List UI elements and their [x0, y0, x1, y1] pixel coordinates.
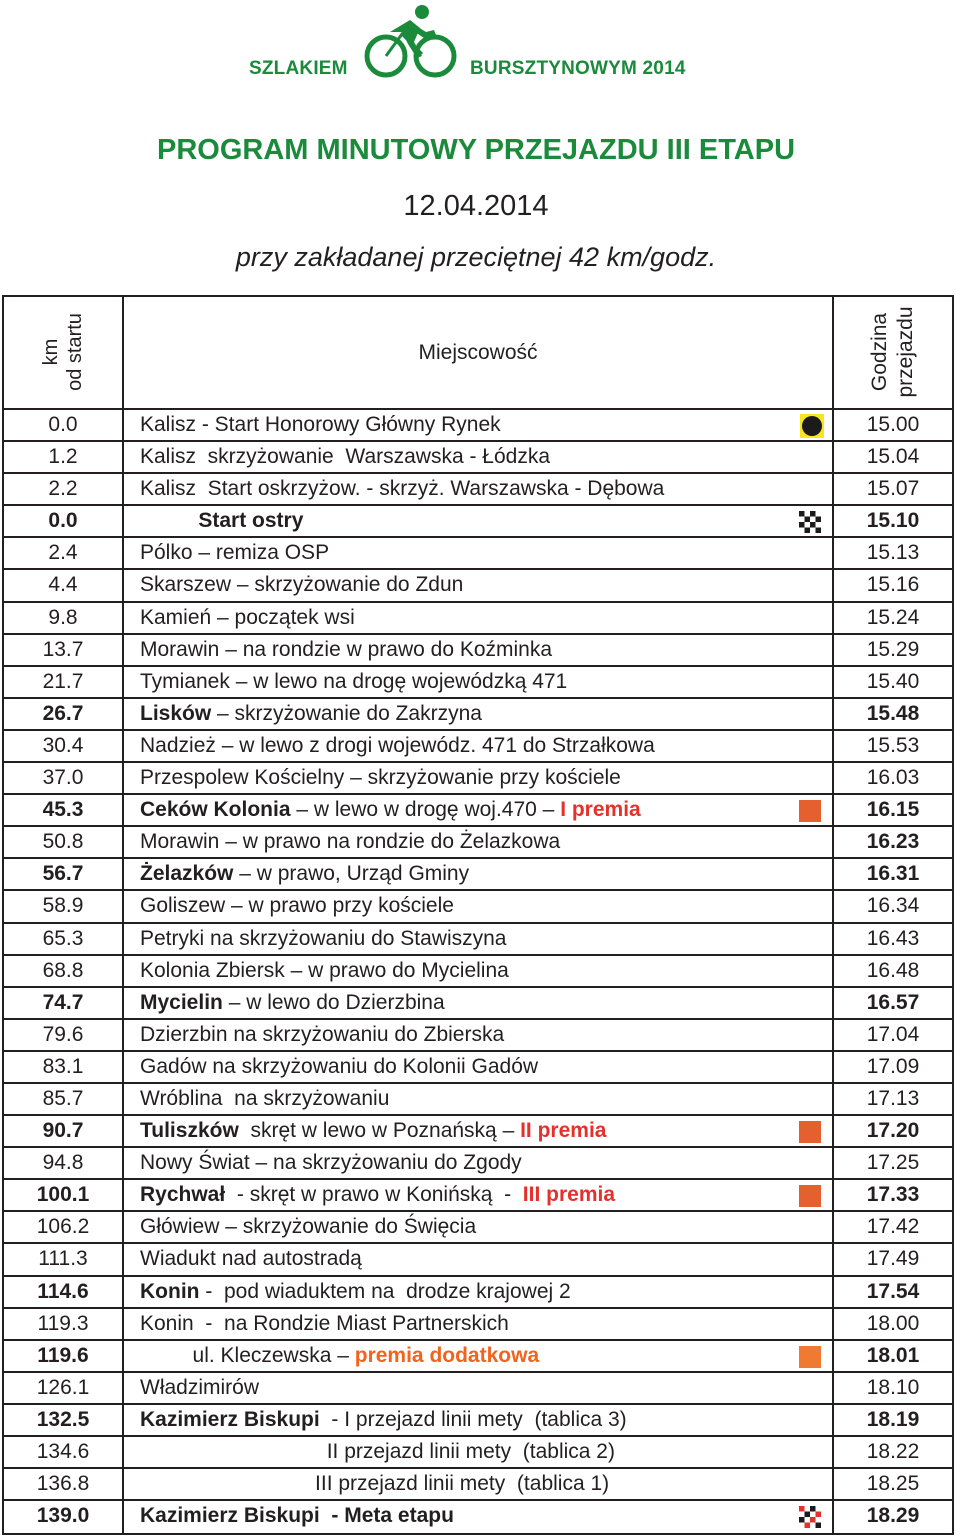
place-cell — [140, 1373, 259, 1403]
km-cell: 9.8 — [48, 605, 78, 629]
table-row — [4, 1373, 952, 1405]
place-text: Tuliszków — [140, 1119, 239, 1143]
time-cell: 15.40 — [866, 669, 920, 693]
place-text: Konin - na Rondzie Miast Partnerskich — [140, 1311, 509, 1335]
time-cell: 17.54 — [866, 1279, 920, 1303]
place-cell — [140, 1116, 606, 1146]
place-cell — [140, 1148, 522, 1178]
time-cell: 17.33 — [866, 1183, 920, 1207]
place-text: Pólko – remiza OSP — [140, 541, 330, 565]
place-cell — [140, 859, 469, 889]
time-cell: 18.25 — [866, 1472, 920, 1496]
time-cell: 15.48 — [866, 701, 920, 725]
time-cell: 15.00 — [866, 413, 920, 436]
place-text: Dzierzbin na skrzyżowaniu do Zbierska — [140, 1022, 505, 1046]
table-row — [4, 956, 952, 988]
table-row — [4, 506, 952, 538]
place-cell — [140, 827, 560, 857]
header-time — [834, 297, 952, 408]
km-cell: 136.8 — [36, 1472, 90, 1496]
time-cell: 15.24 — [866, 605, 920, 629]
premium-orange-icon — [799, 1346, 821, 1368]
place-cell — [140, 635, 552, 665]
place-cell — [140, 1405, 627, 1435]
place-cell — [140, 1277, 571, 1307]
place-cell — [140, 1020, 504, 1050]
km-cell: 106.2 — [36, 1215, 90, 1239]
place-text: - pod wiaduktem na drodze krajowej 2 — [199, 1279, 571, 1303]
place-cell — [140, 474, 664, 504]
place-text: Kalisz Start oskrzyżow. - skrzyż. Warszawska - Dębowa — [140, 477, 665, 501]
place-text: Nadzież – w lewo z drogi wojewódz. 471 do Strzałkowa — [140, 733, 655, 757]
time-cell: 18.29 — [866, 1504, 920, 1528]
km-cell: 119.6 — [37, 1343, 89, 1367]
table-row — [4, 1341, 952, 1373]
place-text: – skrzyżowanie do Zakrzyna — [211, 701, 482, 725]
time-cell: 15.13 — [866, 541, 920, 565]
place-cell — [140, 410, 501, 440]
time-cell: 18.19 — [866, 1407, 920, 1431]
time-cell: 17.49 — [866, 1247, 920, 1271]
place-text: Kalisz - Start Honorowy Główny Rynek — [140, 413, 501, 436]
time-cell: 16.34 — [866, 894, 920, 918]
logo-left-text: SZLAKIEM — [249, 58, 348, 79]
time-cell: 17.09 — [866, 1054, 920, 1078]
km-cell: 58.9 — [42, 894, 84, 918]
table-header — [4, 297, 952, 410]
table-row — [4, 570, 952, 602]
km-cell: 68.8 — [42, 958, 84, 982]
logo — [0, 0, 960, 96]
km-cell: 21.7 — [42, 669, 84, 693]
km-cell: 30.4 — [42, 733, 84, 757]
place-text: Kazimierz Biskupi — [140, 1407, 320, 1431]
place-text: Konin — [140, 1279, 200, 1303]
km-cell: 114.6 — [37, 1279, 89, 1303]
place-text: – w prawo, Urząd Gminy — [233, 862, 470, 886]
page-title: PROGRAM MINUTOWY PRZEJAZDU III ETAPU — [156, 134, 796, 166]
place-text: Mycielin — [140, 990, 223, 1014]
time-cell: 16.48 — [866, 958, 920, 982]
place-cell — [140, 1052, 538, 1082]
km-cell: 13.7 — [42, 637, 84, 661]
table-row — [4, 667, 952, 699]
place-text: Tymianek – w lewo na drogę wojewódzką 471 — [140, 669, 568, 693]
logo-right-text: BURSZTYNOWYM 2014 — [470, 58, 686, 79]
km-cell: 132.5 — [36, 1407, 90, 1431]
km-cell: 45.3 — [42, 798, 84, 822]
place-text: – w lewo w drogę woj.470 – — [290, 798, 561, 822]
time-cell: 17.13 — [866, 1086, 920, 1110]
table-row — [4, 1244, 952, 1276]
table-row — [4, 410, 952, 442]
place-cell — [140, 506, 303, 536]
km-cell: 74.7 — [42, 990, 84, 1014]
premium-red-icon — [799, 1185, 821, 1207]
table-row — [4, 1180, 952, 1212]
header-time-line2: przejazdu — [894, 306, 917, 398]
km-cell: 2.4 — [48, 541, 78, 565]
header-km-line2: od startu — [64, 313, 86, 391]
place-text: Kolonia Zbiersk – w prawo do Mycielina — [140, 958, 509, 982]
km-cell: 119.3 — [37, 1311, 89, 1335]
table-row — [4, 1405, 952, 1437]
table-row — [4, 1437, 952, 1469]
time-cell: 16.03 — [866, 766, 920, 790]
place-cell — [140, 763, 621, 793]
table-row — [4, 731, 952, 763]
place-cell — [140, 1341, 539, 1371]
place-text: Wiadukt nad autostradą — [140, 1247, 362, 1271]
place-text: Petryki na skrzyżowaniu do Stawiszyna — [140, 926, 507, 950]
time-cell: 18.10 — [866, 1375, 920, 1399]
km-cell: 26.7 — [42, 701, 84, 725]
km-cell: 56.7 — [42, 862, 84, 886]
place-cell — [140, 1309, 509, 1339]
place-cell — [140, 731, 655, 761]
time-cell: 15.53 — [866, 733, 920, 757]
premium-label: I premia — [560, 798, 641, 822]
km-cell: 4.4 — [48, 573, 78, 597]
km-cell: 90.7 — [42, 1119, 84, 1143]
place-text: Główiew – skrzyżowanie do Święcia — [140, 1215, 477, 1239]
table-body — [4, 410, 952, 1533]
place-text: - I przejazd linii mety (tablica 3) — [319, 1407, 627, 1431]
table-row — [4, 763, 952, 795]
place-cell — [140, 956, 509, 986]
table-row — [4, 1501, 952, 1533]
table-row — [4, 538, 952, 570]
km-cell: 94.8 — [42, 1151, 84, 1175]
table-row — [4, 795, 952, 827]
km-cell: 139.0 — [36, 1504, 90, 1528]
km-cell: 0.0 — [48, 509, 78, 533]
time-cell: 18.01 — [866, 1343, 920, 1367]
place-cell — [140, 795, 641, 825]
place-text: Nowy Świat – na skrzyżowaniu do Zgody — [140, 1151, 522, 1175]
table-row — [4, 1116, 952, 1148]
table-row — [4, 1148, 952, 1180]
premium-label: III premia — [522, 1183, 615, 1207]
time-cell: 16.23 — [866, 830, 920, 854]
table-row — [4, 827, 952, 859]
place-cell — [140, 891, 454, 921]
time-cell: 15.29 — [866, 637, 920, 661]
time-cell: 17.42 — [866, 1215, 920, 1239]
place-cell — [140, 1180, 615, 1210]
time-cell: 17.04 — [866, 1022, 920, 1046]
table-row — [4, 859, 952, 891]
place-text: - skręt w prawo w Konińską - — [225, 1183, 523, 1207]
km-cell: 37.0 — [42, 766, 84, 790]
place-text: Władzimirów — [140, 1375, 260, 1399]
premium-label: premia dodatkowa — [354, 1343, 540, 1367]
premium-red-icon — [799, 800, 821, 822]
table-row — [4, 1277, 952, 1309]
km-cell: 126.1 — [36, 1375, 90, 1399]
place-cell — [140, 570, 463, 600]
place-cell — [140, 988, 445, 1018]
start-dot-icon — [800, 414, 824, 438]
km-cell: 83.1 — [42, 1054, 84, 1078]
place-cell — [140, 1501, 454, 1531]
table-row — [4, 891, 952, 923]
km-cell: 134.6 — [36, 1440, 90, 1463]
km-cell: 111.3 — [38, 1247, 88, 1271]
place-text: Ceków Kolonia — [140, 798, 291, 822]
time-cell: 15.04 — [866, 445, 920, 469]
place-text: Kamień – początek wsi — [140, 605, 355, 629]
km-cell: 100.1 — [36, 1183, 90, 1207]
place-cell — [140, 1212, 476, 1242]
km-cell: 79.6 — [42, 1022, 84, 1046]
time-cell: 15.10 — [866, 509, 920, 533]
place-text: Goliszew – w prawo przy kościele — [140, 894, 454, 918]
place-text: Morawin – na rondzie w prawo do Koźminka — [140, 637, 553, 661]
place-text: Rychwał — [140, 1183, 226, 1207]
place-text: Skarszew – skrzyżowanie do Zdun — [140, 573, 464, 597]
place-text: Kalisz skrzyżowanie Warszawska - Łódzka — [140, 445, 551, 469]
place-cell — [140, 699, 482, 729]
km-cell: 1.2 — [48, 445, 78, 469]
time-cell: 15.07 — [866, 477, 920, 501]
place-text: Przespolew Kościelny – skrzyżowanie przy kościele — [140, 766, 621, 790]
place-cell — [140, 538, 329, 568]
time-cell: 16.57 — [866, 990, 920, 1014]
place-cell — [140, 603, 355, 633]
table-row — [4, 442, 952, 474]
place-cell — [140, 1084, 389, 1114]
place-cell — [140, 667, 567, 697]
place-text: II przejazd linii mety (tablica 2) — [140, 1440, 615, 1463]
km-cell: 85.7 — [42, 1086, 84, 1110]
header-place: Miejscowość — [418, 340, 538, 364]
header-km-line1: km — [40, 338, 62, 366]
time-cell: 15.16 — [866, 573, 920, 597]
table-row — [4, 1052, 952, 1084]
place-text: Żelazków — [140, 862, 234, 886]
table-row — [4, 924, 952, 956]
table-row — [4, 635, 952, 667]
time-cell: 16.15 — [866, 798, 920, 822]
time-cell: 17.25 — [866, 1151, 920, 1175]
km-cell: 65.3 — [42, 926, 84, 950]
place-cell — [140, 1437, 615, 1467]
km-cell: 2.2 — [48, 477, 78, 501]
place-cell — [140, 1244, 362, 1274]
place-text: Morawin – w prawo na rondzie do Żelazkowa — [140, 830, 561, 854]
header-time-line1: Godzina — [868, 312, 891, 392]
table-row — [4, 1309, 952, 1341]
table-row — [4, 699, 952, 731]
place-text: skręt w lewo w Poznańską – — [238, 1119, 521, 1143]
time-cell: 18.22 — [866, 1440, 920, 1463]
schedule-table — [2, 295, 954, 1535]
place-cell — [140, 924, 507, 954]
place-text: Gadów na skrzyżowaniu do Kolonii Gadów — [140, 1054, 539, 1078]
place-text: ul. Kleczewska – — [140, 1343, 355, 1367]
km-cell: 0.0 — [48, 413, 78, 436]
place-text: Start ostry — [140, 509, 304, 533]
place-text: III przejazd linii mety (tablica 1) — [140, 1472, 610, 1496]
table-row — [4, 988, 952, 1020]
time-cell: 17.20 — [866, 1119, 920, 1143]
place-cell — [140, 1469, 609, 1499]
checkered-flag-icon — [799, 511, 821, 533]
km-cell: 50.8 — [42, 830, 84, 854]
time-cell: 16.31 — [866, 862, 920, 886]
average-speed-note: przy zakładanej przeciętnej 42 km/godz. — [235, 242, 717, 272]
table-row — [4, 1212, 952, 1244]
header-km — [4, 297, 122, 408]
time-cell: 18.00 — [866, 1311, 920, 1335]
place-text: Lisków — [140, 701, 212, 725]
table-row — [4, 1020, 952, 1052]
premium-label: II premia — [520, 1119, 607, 1143]
premium-red-icon — [799, 1121, 821, 1143]
stage-date: 12.04.2014 — [403, 190, 549, 222]
place-text: Wróblina na skrzyżowaniu — [140, 1086, 390, 1110]
table-row — [4, 474, 952, 506]
table-row — [4, 1469, 952, 1501]
table-row — [4, 603, 952, 635]
table-row — [4, 1084, 952, 1116]
place-text: – w lewo do Dzierzbina — [222, 990, 445, 1014]
place-text: Kazimierz Biskupi - Meta etapu — [140, 1504, 454, 1528]
finish-flag-icon — [799, 1506, 821, 1528]
time-cell: 16.43 — [866, 926, 920, 950]
cyclist-icon — [362, 2, 458, 82]
place-cell — [140, 442, 550, 472]
